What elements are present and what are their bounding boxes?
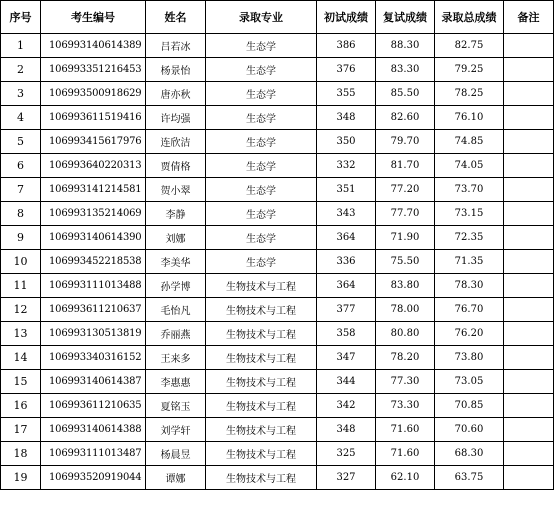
cell-major: 生物技术与工程 <box>206 418 317 442</box>
cell-note <box>504 274 554 298</box>
cell-major: 生物技术与工程 <box>206 370 317 394</box>
table-row <box>1 442 554 466</box>
cell-total-score: 74.85 <box>435 130 504 154</box>
cell-note <box>504 154 554 178</box>
cell-seq: 1 <box>1 34 41 58</box>
cell-total-score: 76.10 <box>435 106 504 130</box>
cell-exam-id: 106993135214069 <box>41 202 146 226</box>
cell-name: 李静 <box>146 202 206 226</box>
cell-total-score: 71.35 <box>435 250 504 274</box>
table-row <box>1 34 554 58</box>
cell-major: 生态学 <box>206 154 317 178</box>
cell-note <box>504 178 554 202</box>
cell-total-score: 63.75 <box>435 466 504 490</box>
cell-note <box>504 58 554 82</box>
cell-total-score: 68.30 <box>435 442 504 466</box>
cell-exam-id: 106993415617976 <box>41 130 146 154</box>
cell-total-score: 76.20 <box>435 322 504 346</box>
cell-retest-score: 77.20 <box>376 178 435 202</box>
cell-seq: 11 <box>1 274 41 298</box>
table-row <box>1 154 554 178</box>
cell-note <box>504 418 554 442</box>
cell-note <box>504 466 554 490</box>
cell-seq: 18 <box>1 442 41 466</box>
cell-retest-score: 77.30 <box>376 370 435 394</box>
table-row <box>1 466 554 490</box>
cell-name: 刘学轩 <box>146 418 206 442</box>
cell-name: 乔丽燕 <box>146 322 206 346</box>
cell-initial-score: 350 <box>317 130 376 154</box>
table-row <box>1 202 554 226</box>
cell-total-score: 72.35 <box>435 226 504 250</box>
cell-initial-score: 364 <box>317 274 376 298</box>
cell-initial-score: 347 <box>317 346 376 370</box>
table-row <box>1 346 554 370</box>
cell-retest-score: 71.60 <box>376 418 435 442</box>
cell-name: 贺小翠 <box>146 178 206 202</box>
cell-initial-score: 344 <box>317 370 376 394</box>
cell-exam-id: 106993111013487 <box>41 442 146 466</box>
cell-seq: 2 <box>1 58 41 82</box>
cell-total-score: 76.70 <box>435 298 504 322</box>
cell-note <box>504 298 554 322</box>
cell-name: 王来多 <box>146 346 206 370</box>
cell-note <box>504 394 554 418</box>
cell-seq: 19 <box>1 466 41 490</box>
cell-seq: 7 <box>1 178 41 202</box>
header-retest-score: 复试成绩 <box>376 1 435 34</box>
cell-total-score: 74.05 <box>435 154 504 178</box>
cell-note <box>504 442 554 466</box>
cell-retest-score: 73.30 <box>376 394 435 418</box>
cell-retest-score: 85.50 <box>376 82 435 106</box>
cell-major: 生物技术与工程 <box>206 274 317 298</box>
cell-exam-id: 106993140614389 <box>41 34 146 58</box>
table-row <box>1 250 554 274</box>
cell-retest-score: 62.10 <box>376 466 435 490</box>
cell-name: 谭娜 <box>146 466 206 490</box>
cell-name: 吕若冰 <box>146 34 206 58</box>
cell-seq: 5 <box>1 130 41 154</box>
cell-retest-score: 71.60 <box>376 442 435 466</box>
cell-exam-id: 106993141214581 <box>41 178 146 202</box>
table-row <box>1 370 554 394</box>
cell-major: 生态学 <box>206 178 317 202</box>
cell-exam-id: 106993140614390 <box>41 226 146 250</box>
cell-note <box>504 322 554 346</box>
cell-seq: 16 <box>1 394 41 418</box>
cell-note <box>504 226 554 250</box>
cell-major: 生态学 <box>206 106 317 130</box>
header-row <box>1 1 554 34</box>
cell-major: 生态学 <box>206 58 317 82</box>
cell-exam-id: 106993520919044 <box>41 466 146 490</box>
table-body <box>1 34 554 490</box>
cell-retest-score: 75.50 <box>376 250 435 274</box>
cell-exam-id: 106993611210635 <box>41 394 146 418</box>
cell-name: 毛怡凡 <box>146 298 206 322</box>
cell-initial-score: 351 <box>317 178 376 202</box>
table-row <box>1 418 554 442</box>
cell-retest-score: 88.30 <box>376 34 435 58</box>
cell-seq: 8 <box>1 202 41 226</box>
cell-name: 许均强 <box>146 106 206 130</box>
cell-exam-id: 106993140614388 <box>41 418 146 442</box>
cell-seq: 6 <box>1 154 41 178</box>
cell-major: 生物技术与工程 <box>206 466 317 490</box>
cell-name: 刘娜 <box>146 226 206 250</box>
cell-retest-score: 78.20 <box>376 346 435 370</box>
cell-name: 夏铭玉 <box>146 394 206 418</box>
cell-seq: 4 <box>1 106 41 130</box>
cell-seq: 12 <box>1 298 41 322</box>
cell-exam-id: 106993351216453 <box>41 58 146 82</box>
cell-initial-score: 376 <box>317 58 376 82</box>
table-row <box>1 274 554 298</box>
cell-total-score: 73.05 <box>435 370 504 394</box>
cell-major: 生物技术与工程 <box>206 322 317 346</box>
cell-retest-score: 78.00 <box>376 298 435 322</box>
cell-initial-score: 327 <box>317 466 376 490</box>
table-row <box>1 178 554 202</box>
cell-note <box>504 106 554 130</box>
cell-retest-score: 80.80 <box>376 322 435 346</box>
table-row <box>1 106 554 130</box>
cell-initial-score: 332 <box>317 154 376 178</box>
cell-total-score: 79.25 <box>435 58 504 82</box>
cell-initial-score: 377 <box>317 298 376 322</box>
cell-retest-score: 77.70 <box>376 202 435 226</box>
cell-note <box>504 82 554 106</box>
cell-retest-score: 79.70 <box>376 130 435 154</box>
cell-seq: 15 <box>1 370 41 394</box>
cell-exam-id: 106993611519416 <box>41 106 146 130</box>
cell-name: 李美华 <box>146 250 206 274</box>
header-note: 备注 <box>504 1 554 34</box>
cell-major: 生态学 <box>206 130 317 154</box>
cell-initial-score: 342 <box>317 394 376 418</box>
cell-major: 生物技术与工程 <box>206 394 317 418</box>
cell-note <box>504 370 554 394</box>
cell-name: 杨景怡 <box>146 58 206 82</box>
cell-exam-id: 106993130513819 <box>41 322 146 346</box>
cell-seq: 10 <box>1 250 41 274</box>
cell-note <box>504 346 554 370</box>
cell-name: 杨晨昱 <box>146 442 206 466</box>
cell-major: 生态学 <box>206 250 317 274</box>
cell-initial-score: 343 <box>317 202 376 226</box>
cell-total-score: 73.15 <box>435 202 504 226</box>
cell-total-score: 78.30 <box>435 274 504 298</box>
cell-exam-id: 106993140614387 <box>41 370 146 394</box>
cell-initial-score: 348 <box>317 106 376 130</box>
cell-exam-id: 106993111013488 <box>41 274 146 298</box>
table-row <box>1 82 554 106</box>
cell-major: 生物技术与工程 <box>206 346 317 370</box>
cell-total-score: 70.85 <box>435 394 504 418</box>
cell-retest-score: 83.80 <box>376 274 435 298</box>
cell-name: 唐亦秋 <box>146 82 206 106</box>
cell-exam-id: 106993500918629 <box>41 82 146 106</box>
cell-seq: 3 <box>1 82 41 106</box>
header-exam-id: 考生编号 <box>41 1 146 34</box>
cell-total-score: 70.60 <box>435 418 504 442</box>
table-row <box>1 298 554 322</box>
table-row <box>1 226 554 250</box>
cell-initial-score: 325 <box>317 442 376 466</box>
cell-retest-score: 71.90 <box>376 226 435 250</box>
table-row <box>1 394 554 418</box>
cell-major: 生物技术与工程 <box>206 298 317 322</box>
header-total-score: 录取总成绩 <box>435 1 504 34</box>
cell-note <box>504 250 554 274</box>
table-row <box>1 322 554 346</box>
cell-major: 生态学 <box>206 34 317 58</box>
cell-total-score: 73.80 <box>435 346 504 370</box>
cell-total-score: 73.70 <box>435 178 504 202</box>
cell-retest-score: 83.30 <box>376 58 435 82</box>
cell-total-score: 82.75 <box>435 34 504 58</box>
cell-major: 生态学 <box>206 82 317 106</box>
cell-name: 孙学博 <box>146 274 206 298</box>
header-major: 录取专业 <box>206 1 317 34</box>
cell-initial-score: 355 <box>317 82 376 106</box>
cell-initial-score: 336 <box>317 250 376 274</box>
cell-exam-id: 106993640220313 <box>41 154 146 178</box>
header-name: 姓名 <box>146 1 206 34</box>
cell-retest-score: 82.60 <box>376 106 435 130</box>
cell-total-score: 78.25 <box>435 82 504 106</box>
cell-name: 贾倩格 <box>146 154 206 178</box>
cell-seq: 14 <box>1 346 41 370</box>
cell-note <box>504 130 554 154</box>
cell-exam-id: 106993452218538 <box>41 250 146 274</box>
cell-initial-score: 386 <box>317 34 376 58</box>
cell-major: 生态学 <box>206 226 317 250</box>
cell-major: 生态学 <box>206 202 317 226</box>
cell-exam-id: 106993611210637 <box>41 298 146 322</box>
cell-name: 李惠惠 <box>146 370 206 394</box>
table-row <box>1 130 554 154</box>
cell-initial-score: 358 <box>317 322 376 346</box>
table-row <box>1 58 554 82</box>
cell-exam-id: 106993340316152 <box>41 346 146 370</box>
cell-retest-score: 81.70 <box>376 154 435 178</box>
cell-major: 生物技术与工程 <box>206 442 317 466</box>
cell-seq: 17 <box>1 418 41 442</box>
cell-note <box>504 202 554 226</box>
header-seq: 序号 <box>1 1 41 34</box>
cell-initial-score: 348 <box>317 418 376 442</box>
header-initial-score: 初试成绩 <box>317 1 376 34</box>
cell-name: 连欣洁 <box>146 130 206 154</box>
cell-seq: 13 <box>1 322 41 346</box>
cell-seq: 9 <box>1 226 41 250</box>
cell-note <box>504 34 554 58</box>
cell-initial-score: 364 <box>317 226 376 250</box>
